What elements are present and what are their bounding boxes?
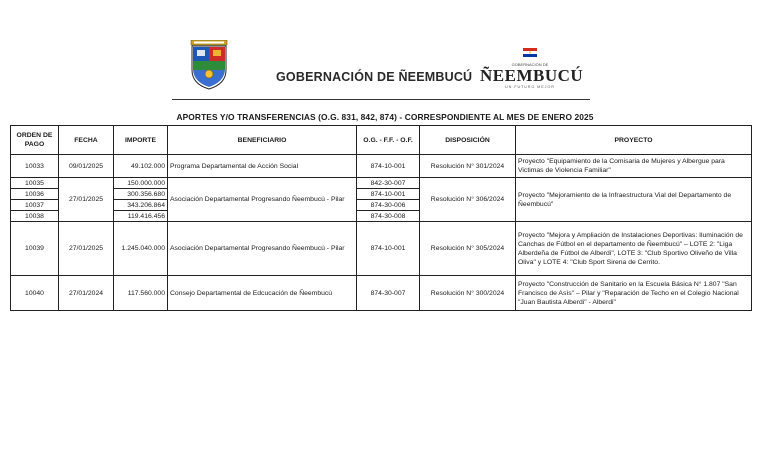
cell-disposicion: Resolución N° 300/2024 bbox=[420, 276, 516, 311]
cell-og: 874-30-008 bbox=[357, 211, 420, 222]
cell-importe: 150.000.000 bbox=[114, 178, 168, 189]
coat-of-arms-icon bbox=[189, 40, 229, 90]
cell-orden: 10037 bbox=[11, 200, 59, 211]
neembucu-logo bbox=[480, 44, 584, 89]
cell-importe: 117.560.000 bbox=[114, 276, 168, 311]
cell-disposicion: Resolución N° 306/2024 bbox=[420, 178, 516, 222]
cell-orden: 10040 bbox=[11, 276, 59, 311]
cell-orden: 10039 bbox=[11, 222, 59, 276]
government-title: GOBERNACIÓN DE ÑEEMBUCÚ bbox=[276, 70, 473, 84]
header-divider bbox=[172, 99, 590, 100]
cell-importe: 1.245.040.000 bbox=[114, 222, 168, 276]
logo-tagline: UN FUTURO MEJOR bbox=[505, 85, 555, 89]
cell-beneficiario: Programa Departamental de Acción Social bbox=[168, 155, 357, 178]
table-row bbox=[11, 178, 752, 189]
cell-beneficiario: Asociación Departamental Progresando Ñeembucú - Pilar bbox=[168, 222, 357, 276]
header-fecha: FECHA bbox=[59, 126, 114, 155]
flag-icon bbox=[523, 48, 537, 57]
table-row bbox=[11, 222, 752, 276]
cell-og: 874-30-007 bbox=[357, 276, 420, 311]
cell-proyecto: Proyecto "Construcción de Sanitario en la Escuela Básica N° 1.807 "San Francisco de Asís" – Pilar y "Reparación de Techo en el Colegio Nacional "Juan Bautista Alberdi" - Alberdi" bbox=[516, 276, 752, 311]
header-og: O.G. - F.F. - O.F. bbox=[357, 126, 420, 155]
header-orden: ORDEN DE PAGO bbox=[11, 126, 59, 155]
cell-proyecto: Proyecto "Equipamiento de la Comisaria de Mujeres y Albergue para Victimas de Violencia Familiar" bbox=[516, 155, 752, 178]
cell-fecha: 27/01/2025 bbox=[59, 222, 114, 276]
table-row bbox=[11, 155, 752, 178]
cell-importe: 119.416.456 bbox=[114, 211, 168, 222]
cell-og: 874-10-001 bbox=[357, 155, 420, 178]
transfers-table bbox=[10, 125, 752, 311]
cell-orden: 10038 bbox=[11, 211, 59, 222]
header-beneficiario: BENEFICIARIO bbox=[168, 126, 357, 155]
cell-og: 874-10-001 bbox=[357, 222, 420, 276]
cell-og: 874-30-006 bbox=[357, 200, 420, 211]
cell-og: 842-30-007 bbox=[357, 178, 420, 189]
logo-small-text: GOBERNACIÓN DE bbox=[511, 62, 549, 67]
cell-og: 874-10-001 bbox=[357, 189, 420, 200]
cell-beneficiario: Consejo Departamental de Edcucación de Ñeembucú bbox=[168, 276, 357, 311]
header-disposicion: DISPOSICIÓN bbox=[420, 126, 516, 155]
cell-beneficiario: Asociación Departamental Progresando Ñeembucú - Pilar bbox=[168, 178, 357, 222]
cell-fecha: 27/01/2024 bbox=[59, 276, 114, 311]
cell-importe: 343.206.864 bbox=[114, 200, 168, 211]
cell-orden: 10033 bbox=[11, 155, 59, 178]
cell-importe: 300.356.680 bbox=[114, 189, 168, 200]
document-title: APORTES Y/O TRANSFERENCIAS (O.G. 831, 842, 874) - CORRESPONDIENTE AL MES DE ENERO 2025 bbox=[176, 112, 594, 122]
cell-orden: 10035 bbox=[11, 178, 59, 189]
table-row bbox=[11, 276, 752, 311]
logo-name: ÑEEMBUCÚ bbox=[480, 66, 584, 85]
cell-disposicion: Resolución N° 305/2024 bbox=[420, 222, 516, 276]
cell-fecha: 27/01/2025 bbox=[59, 178, 114, 222]
cell-orden: 10036 bbox=[11, 189, 59, 200]
header-importe: IMPORTE bbox=[114, 126, 168, 155]
cell-importe: 49.102.000 bbox=[114, 155, 168, 178]
table-header-row bbox=[11, 126, 752, 155]
cell-disposicion: Resolución N° 301/2024 bbox=[420, 155, 516, 178]
cell-fecha: 09/01/2025 bbox=[59, 155, 114, 178]
header-proyecto: PROYECTO bbox=[516, 126, 752, 155]
cell-proyecto: Proyecto "Mejora y Ampliación de Instalaciones Deportivas: Iluminación de Canchas de Fútbol en el departamento de Ñeembucú" – LOTE 2: "Liga Alberdeña de Fútbol de Alberdi", LOTE 3: "Club Sportivo Oliveño de Villa Oliva" y LOTE 4: "Club Sport Sirena de Cerrito. bbox=[516, 222, 752, 276]
cell-proyecto: Proyecto "Mejoramiento de la Infraestructura Vial del Departamento de Ñeembucú" bbox=[516, 178, 752, 222]
